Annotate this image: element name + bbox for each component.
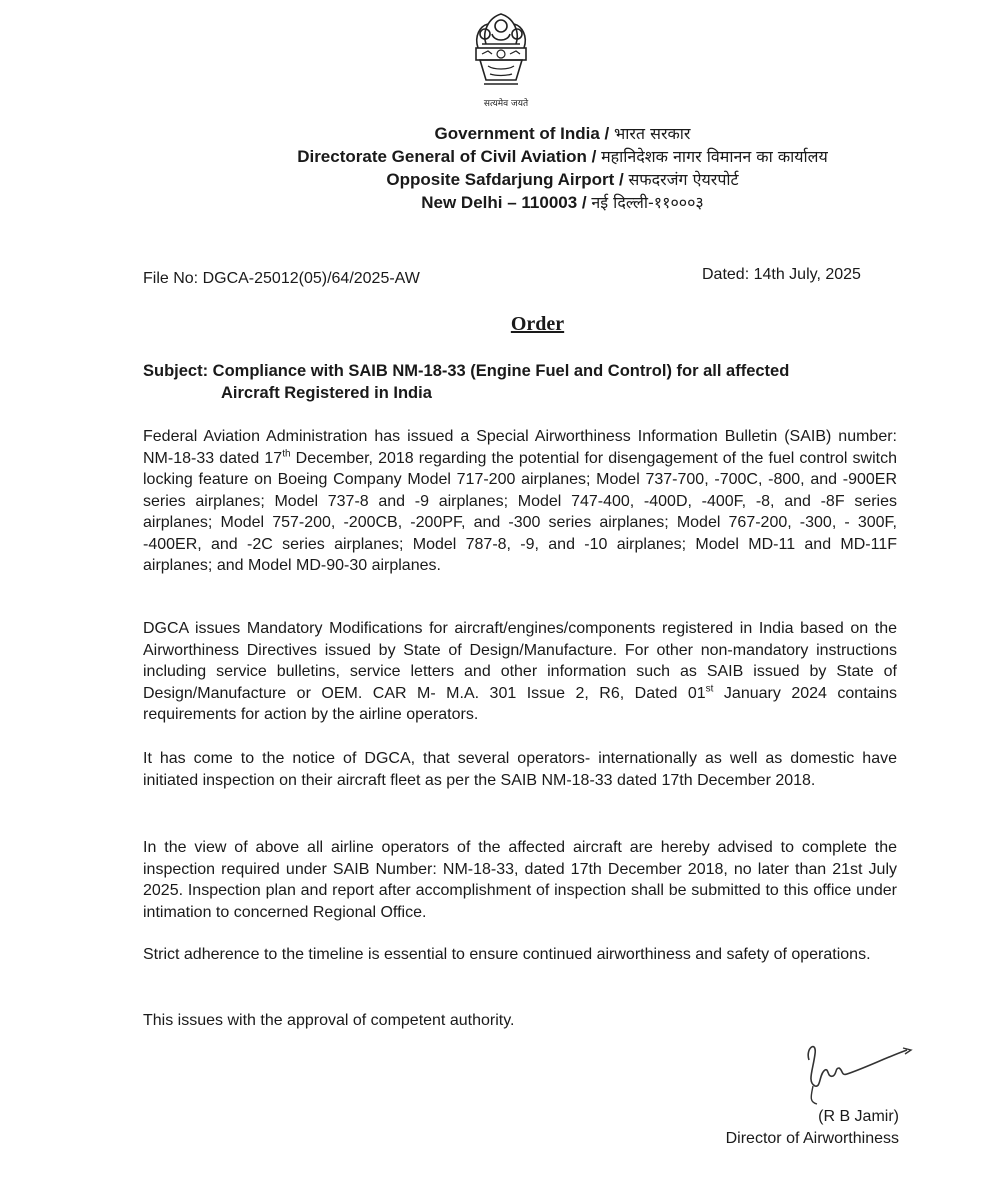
handwritten-signature xyxy=(795,1030,925,1110)
subject-line-2: Aircraft Registered in India xyxy=(221,384,432,402)
letterhead-line-2: Directorate General of Civil Aviation / महानिदेशक नागर विमानन का कार्यालय xyxy=(297,147,828,166)
national-emblem xyxy=(458,4,544,110)
letterhead-line-3: Opposite Safdarjung Airport / सफदरजंग ऐयरपोर्ट xyxy=(386,170,739,189)
date: Dated: 14th July, 2025 xyxy=(702,266,861,283)
paragraph-4: In the view of above all airline operators of the affected aircraft are hereby advised to complete the inspection required under SAIB Number: NM-18-33, dated 17th December 2018, no later than 21st July 2025. Inspection plan and report after accomplishment of inspection shall be submitted to this office under intimation to concerned Regional Office. xyxy=(143,839,897,921)
file-number: File No: DGCA-25012(05)/64/2025-AW xyxy=(143,270,420,287)
letterhead-line-1: Government of India / भारत सरकार xyxy=(434,124,691,143)
signatory-name: (R B Jamir) xyxy=(818,1108,899,1125)
subject xyxy=(143,360,903,404)
signature-icon xyxy=(795,1030,925,1110)
paragraph-5: Strict adherence to the timeline is essential to ensure continued airworthiness and safety of operations. xyxy=(143,946,871,963)
paragraph-3: It has come to the notice of DGCA, that several operators- internationally as well as domestic have initiated inspection on their aircraft fleet as per the SAIB NM-18-33 dated 17th December 2018. xyxy=(143,750,897,789)
emblem-motto: सत्यमेव जयते xyxy=(483,99,529,109)
paragraph-2: DGCA issues Mandatory Modifications for aircraft/engines/components registered in India based on the Airworthiness Directives issued by State of Design/Manufacture. For other non-mandatory instructions including service bulletins, service letters and other information such as SAIB issued by State of Design/Manufacture or OEM. CAR M- M.A. 301 Issue 2, R6, Dated 01st January 2024 contains requirements for action by the airline operators. xyxy=(143,620,898,723)
paragraph-1: Federal Aviation Administration has issued a Special Airworthiness Information Bulletin (SAIB) number: NM-18-33 dated 17th December, 2018 regarding the potential for disengagement of the fuel control switch locking feature on Boeing Company Model 717-200 airplanes; Model 737-700, -700C, -800, and -900ER series airplanes; Model 737-8 and -9 airplanes; Model 747-400, -400D, -400F, -8, and -8F series airplanes; Model 757-200, -200CB, -200PF, and -300 series airplanes; Model 767-200, -300, - 300F, -400ER, and -2C series airplanes; Model 787-8, -9, and -10 airplanes; Model MD-11 and MD-11F airplanes; and Model MD-90-30 airplanes. xyxy=(143,428,898,574)
subject-line-1: Subject: Compliance with SAIB NM-18-33 (Engine Fuel and Control) for all affected xyxy=(143,362,790,380)
order-title: Order xyxy=(510,313,565,335)
lion-capital-icon xyxy=(458,4,544,94)
letterhead-line-4: New Delhi – 110003 / नई दिल्ली-११०००३ xyxy=(421,193,704,212)
paragraph-6: This issues with the approval of competent authority. xyxy=(143,1012,515,1029)
signatory-title: Director of Airworthiness xyxy=(725,1130,899,1147)
